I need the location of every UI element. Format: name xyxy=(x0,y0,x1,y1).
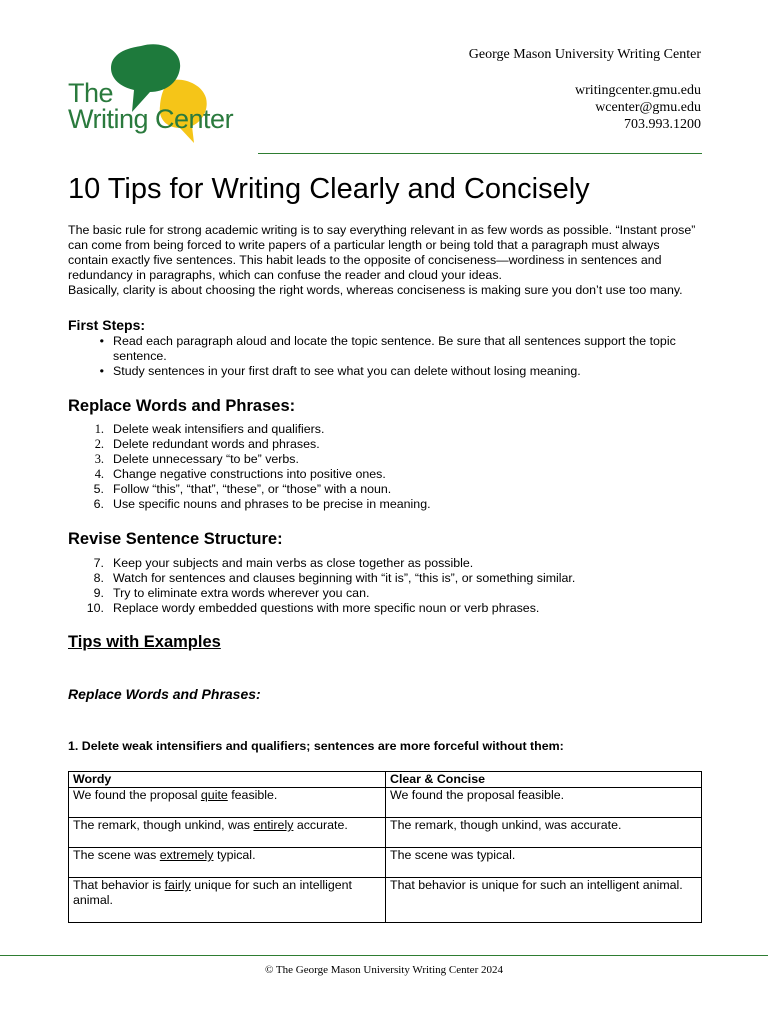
list-item xyxy=(68,571,700,586)
list-number: 7. xyxy=(93,556,104,570)
phone-number: 703.993.1200 xyxy=(624,117,701,132)
wordy-text: We found the proposal xyxy=(73,788,201,802)
tip-1-label: 1. Delete weak intensifiers and qualifiers; sentences are more forceful without them: xyxy=(68,739,564,753)
header-divider xyxy=(258,153,702,154)
list-item xyxy=(68,586,700,601)
bullet-icon: • xyxy=(99,334,104,348)
table-row xyxy=(69,818,702,848)
clear-cell: We found the proposal feasible. xyxy=(386,788,702,818)
list-item-text: Watch for sentences and clauses beginning with “it is”, “this is”, or something similar. xyxy=(113,571,576,585)
first-steps-heading: First Steps: xyxy=(68,317,146,333)
examples-subheading: Replace Words and Phrases: xyxy=(68,686,261,702)
wordy-cell xyxy=(69,878,386,923)
list-item-text: Delete weak intensifiers and qualifiers. xyxy=(113,422,325,436)
examples-table xyxy=(68,771,702,923)
replace-words-heading: Replace Words and Phrases: xyxy=(68,397,296,415)
footer-copyright: © The George Mason University Writing Center 2024 xyxy=(265,964,503,976)
list-number: 9. xyxy=(93,586,104,600)
list-item xyxy=(68,422,700,437)
revise-structure-list xyxy=(68,556,700,616)
list-item-text: Try to eliminate extra words wherever you can. xyxy=(113,586,370,600)
underlined-word: quite xyxy=(200,788,228,802)
wordy-text: typical. xyxy=(213,848,256,862)
list-number: 3. xyxy=(94,452,104,466)
intro-paragraph-1: The basic rule for strong academic writing is to say everything relevant in as few words as possible. “Instant prose” can come from being forced to write papers of a particular length or being told that a paragraph must always contain exactly five sentences. This habit leads to the opposite of conciseness—wordiness in sentences and redundancy in paragraphs, which can confuse the reader and cloud your ideas. xyxy=(68,223,696,282)
underlined-word: fairly xyxy=(164,878,191,892)
logo-text-the: The xyxy=(68,78,114,108)
footer-divider xyxy=(0,955,768,956)
first-steps-list xyxy=(68,334,700,379)
tips-with-examples-heading: Tips with Examples xyxy=(68,633,221,651)
contact-block xyxy=(469,46,701,133)
list-item xyxy=(68,467,700,482)
table-row xyxy=(69,788,702,818)
list-item xyxy=(68,482,700,497)
list-item-text: Follow “this”, “that”, “these”, or “those” with a noun. xyxy=(113,482,392,496)
list-item-text: Use specific nouns and phrases to be precise in meaning. xyxy=(113,497,431,511)
list-item xyxy=(68,437,700,452)
intro-paragraph-2: Basically, clarity is about choosing the right words, whereas conciseness is making sure you don’t use too many. xyxy=(68,283,683,297)
list-number: 4. xyxy=(94,467,104,481)
list-item xyxy=(68,497,700,512)
list-item xyxy=(68,601,700,616)
list-item-text: Read each paragraph aloud and locate the topic sentence. Be sure that all sentences support the topic sentence. xyxy=(113,334,676,363)
table-header-row xyxy=(69,772,702,788)
underlined-word: extremely xyxy=(159,848,214,862)
clear-cell: The remark, though unkind, was accurate. xyxy=(386,818,702,848)
column-header-clear: Clear & Concise xyxy=(386,772,702,788)
wordy-cell xyxy=(69,788,386,818)
logo-text-writing-center: Writing Center xyxy=(68,104,234,134)
wordy-text: feasible. xyxy=(227,788,278,802)
list-item-text: Delete unnecessary “to be” verbs. xyxy=(113,452,299,466)
list-number: 6. xyxy=(93,497,104,511)
wordy-text: That behavior is xyxy=(73,878,165,892)
list-number: 2. xyxy=(94,437,104,451)
wordy-cell xyxy=(69,848,386,878)
wordy-text: The scene was xyxy=(73,848,160,862)
writing-center-logo xyxy=(66,42,251,147)
intro-section xyxy=(68,223,700,298)
list-item xyxy=(68,364,700,379)
wordy-text: accurate. xyxy=(293,818,348,832)
email-link[interactable]: wcenter@gmu.edu xyxy=(595,100,701,115)
list-number: 5. xyxy=(93,482,104,496)
underlined-word: entirely xyxy=(253,818,294,832)
list-number: 8. xyxy=(93,571,104,585)
org-name: George Mason University Writing Center xyxy=(468,47,701,62)
wordy-cell xyxy=(69,818,386,848)
replace-words-list xyxy=(68,422,700,512)
wordy-text: unique for such an intelligent animal. xyxy=(73,878,352,907)
list-item-text: Replace wordy embedded questions with more specific noun or verb phrases. xyxy=(113,601,540,615)
list-item xyxy=(68,556,700,571)
list-item-text: Change negative constructions into positive ones. xyxy=(113,467,386,481)
clear-cell: That behavior is unique for such an intelligent animal. xyxy=(386,878,702,923)
revise-structure-heading: Revise Sentence Structure: xyxy=(68,530,283,548)
list-number: 10. xyxy=(86,601,104,615)
column-header-wordy: Wordy xyxy=(69,772,386,788)
page-title: 10 Tips for Writing Clearly and Concisely xyxy=(68,173,590,205)
bullet-icon: • xyxy=(99,364,104,378)
wordy-text: The remark, though unkind, was xyxy=(73,818,254,832)
table-row xyxy=(69,848,702,878)
list-item-text: Keep your subjects and main verbs as close together as possible. xyxy=(113,556,474,570)
list-item xyxy=(68,452,700,467)
website-link[interactable]: writingcenter.gmu.edu xyxy=(575,83,701,98)
list-item-text: Study sentences in your first draft to see what you can delete without losing meaning. xyxy=(113,364,581,378)
table-row xyxy=(69,878,702,923)
list-item xyxy=(68,334,700,364)
list-item-text: Delete redundant words and phrases. xyxy=(113,437,320,451)
list-number: 1. xyxy=(94,422,104,436)
clear-cell: The scene was typical. xyxy=(386,848,702,878)
